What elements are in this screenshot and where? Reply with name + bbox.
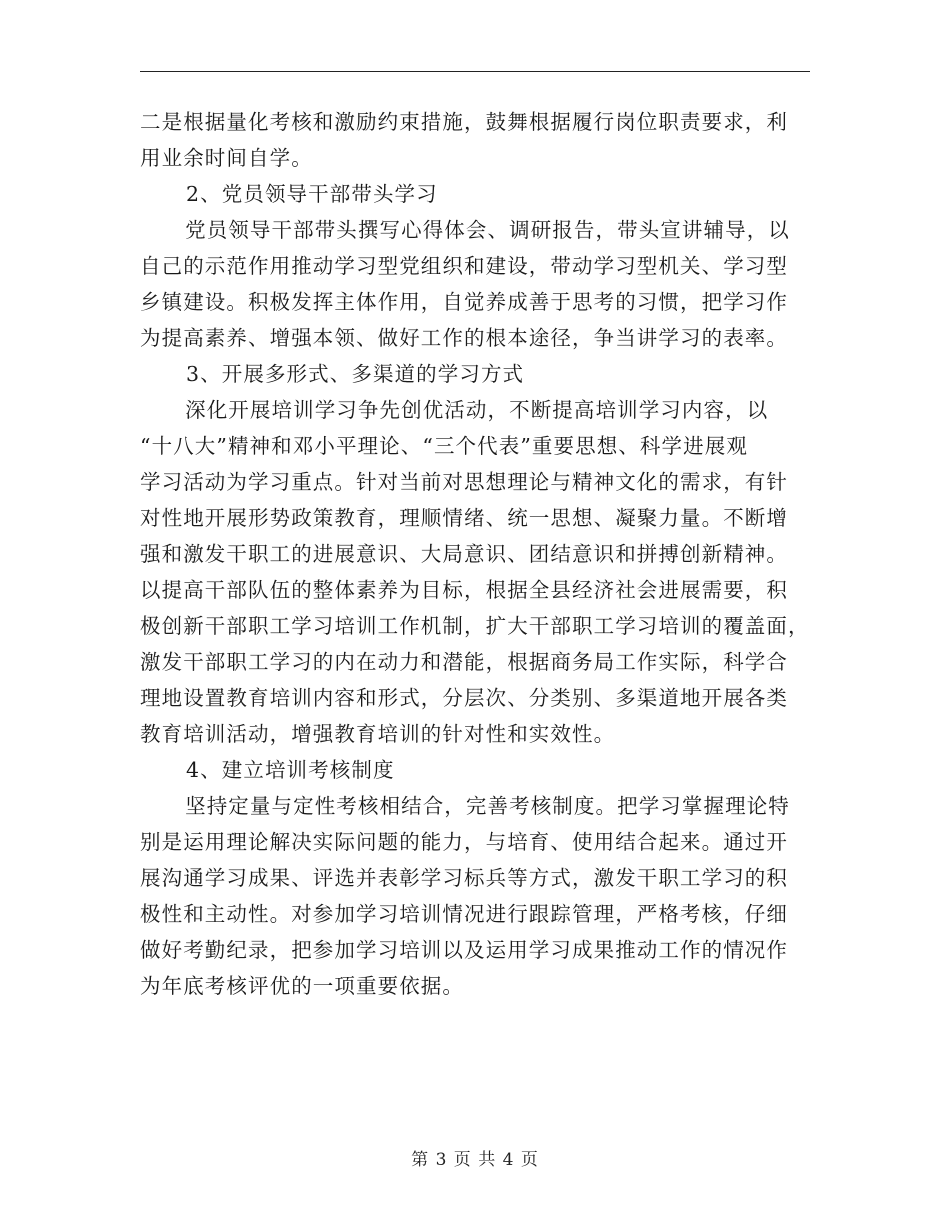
page-number-footer: 第 3 页 共 4 页 (411, 1150, 539, 1170)
document-body (140, 104, 818, 1004)
section-heading-3: 3、开展多形式、多渠道的学习方式 (186, 362, 525, 386)
paragraph-continuation: 二是根据量化考核和激励约束措施，鼓舞根据履行岗位职责要求，利 用业余时间自学。 (140, 110, 788, 170)
section-heading-2: 2、党员领导干部带头学习 (186, 182, 438, 206)
paragraph-section-4: 坚持定量与定性考核相结合，完善考核制度。把学习掌握理论特 别是运用理论解决实际问题的能力，与培育、使用结合起来。通过开 展沟通学习成果、评选并表彰学习标兵等方式，激发干职工学习的积 极性和主动性。对参加学习培训情况进行跟踪管理，严格考核，仔细 做好考勤纪录，把参加学习培训以及运用学习成果推动工作的情况作 为年底考核评优的一项重要依据。 (140, 794, 790, 998)
header-rule (140, 71, 810, 72)
paragraph-section-3: 深化开展培训学习争先创优活动，不断提高培训学习内容，以 “十八大”精神和邓小平理论、“三个代表”重要思想、科学进展观 学习活动为学习重点。针对当前对思想理论与精神文化的需求，有针 对性地开展形势政策教育，理顺情绪、统一思想、凝聚力量。不断增 强和激发干职工的进展意识、大局意识、团结意识和拼搏创新精神。 以提高干部队伍的整体素养为目标，根据全县经济社会进展需要，积 极创新干部职工学习培训工作机制，扩大干部职工学习培训的覆盖面， 激发干部职工学习的内在动力和潜能，根据商务局工作实际，科学合 理地设置教育培训内容和形式，分层次、分类别、多渠道地开展各类 教育培训活动，增强教育培训的针对性和实效性。 (140, 398, 810, 746)
paragraph-section-2: 党员领导干部带头撰写心得体会、调研报告，带头宣讲辅导，以 自己的示范作用推动学习型党组织和建设，带动学习型机关、学习型 乡镇建设。积极发挥主体作用，自觉养成善于思考的习惯，把学习作 为提高素养、增强本领、做好工作的根本途径，争当讲学习的表率。 (140, 218, 790, 350)
section-heading-4: 4、建立培训考核制度 (186, 758, 395, 782)
